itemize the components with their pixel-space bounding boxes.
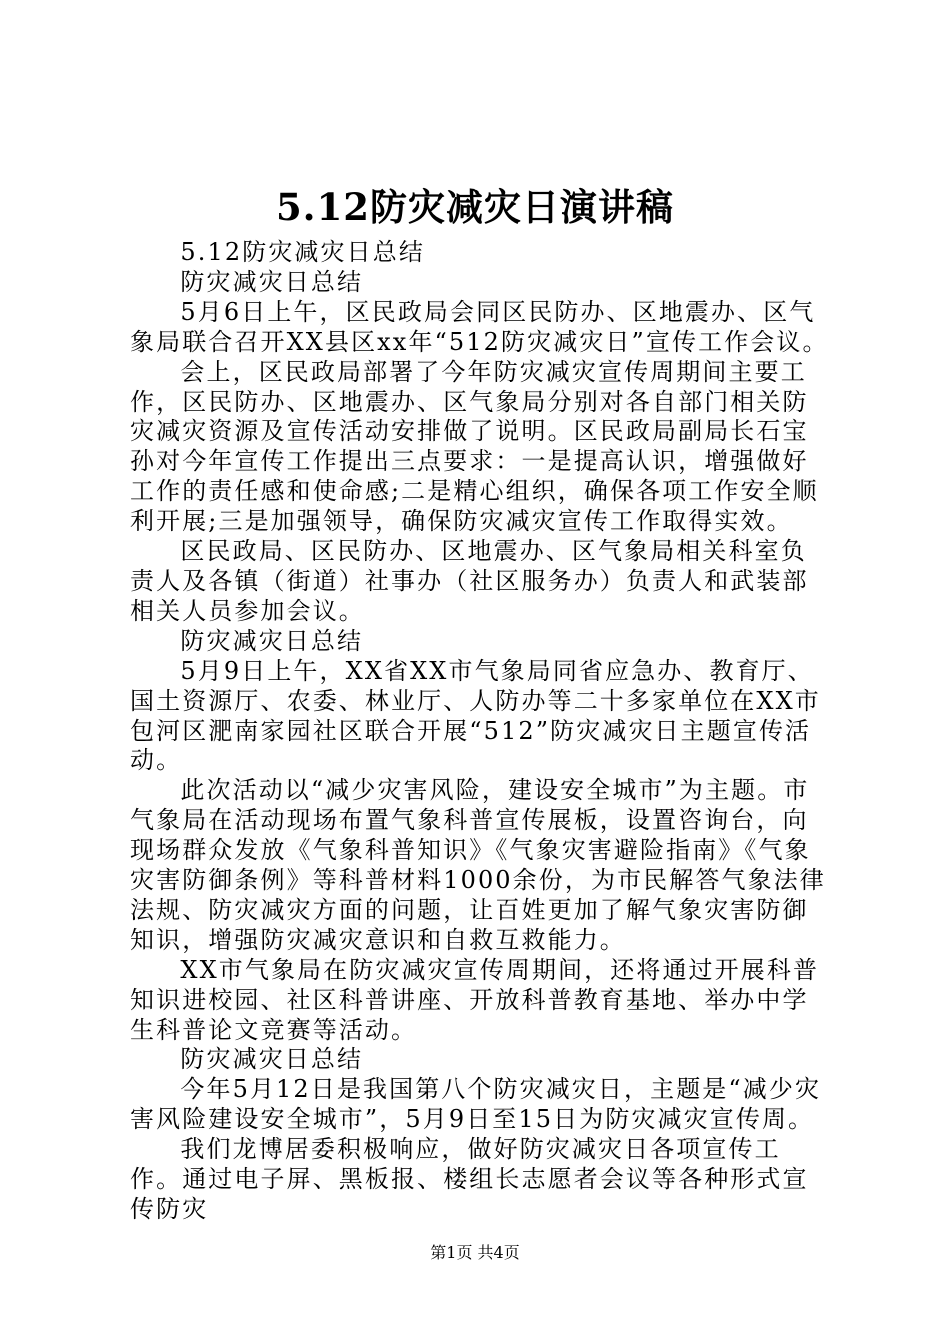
page-number-footer: 第1页 共4页 (430, 1243, 520, 1262)
paragraph: 防灾减灾日总结 (180, 626, 364, 655)
document-body (130, 238, 830, 1225)
paragraph: 5月9日上午，XX省XX市气象局同省应急办、教育厅、国土资源厅、农委、林业厅、人防办等二十多家单位在XX市包河区淝南家园社区联合开展“512”防灾减灾日主题宣传活动。 (130, 656, 821, 775)
paragraph: 会上，区民政局部署了今年防灾减灾宣传周期间主要工作，区民防办、区地震办、区气象局分别对各自部门相关防灾减灾资源及宣传活动安排做了说明。区民政局副局长石宝孙对今年宣传工作提出三点要求：一是提高认识，增强做好工作的责任感和使命感;二是精心组织，确保各项工作安全顺利开展;三是加强领导，确保防灾减灾宣传工作取得实效。 (130, 357, 819, 536)
page-title: 5.12防灾减灾日演讲稿 (275, 185, 675, 229)
paragraph: XX市气象局在防灾减灾宣传周期间，还将通过开展科普知识进校园、社区科普讲座、开放科普教育基地、举办中学生科普论文竞赛等活动。 (130, 955, 820, 1044)
paragraph: 防灾减灾日总结 (180, 1045, 364, 1074)
paragraph: 区民政局、区民防办、区地震办、区气象局相关科室负责人及各镇（街道）社事办（社区服务办）负责人和武装部相关人员参加会议。 (130, 537, 809, 625)
paragraph: 此次活动以“减少灾害风险，建设安全城市”为主题。市气象局在活动现场布置气象科普宣传展板，设置咨询台，向现场群众发放《气象科普知识》《气象灾害避险指南》《气象灾害防御条例》等科普材料1000余份，为市民解答气象法律法规、防灾减灾方面的问题，让百姓更加了解气象灾害防御知识，增强防灾减灾意识和自救互救能力。 (130, 776, 826, 954)
paragraph: 防灾减灾日总结 (180, 267, 364, 296)
paragraph: 5.12防灾减灾日总结 (180, 238, 425, 266)
paragraph: 我们龙博居委积极响应，做好防灾减灾日各项宣传工作。通过电子屏、黑板报、楼组长志愿者会议等各种形式宣传防灾 (130, 1135, 809, 1223)
paragraph: 5月6日上午，区民政局会同区民防办、区地震办、区气象局联合召开XX县区xx年“512防灾减灾日”宣传工作会议。 (130, 297, 829, 356)
paragraph: 今年5月12日是我国第八个防灾减灾日，主题是“减少灾害风险建设安全城市”，5月9日至15日为防灾减灾宣传周。 (130, 1075, 822, 1134)
